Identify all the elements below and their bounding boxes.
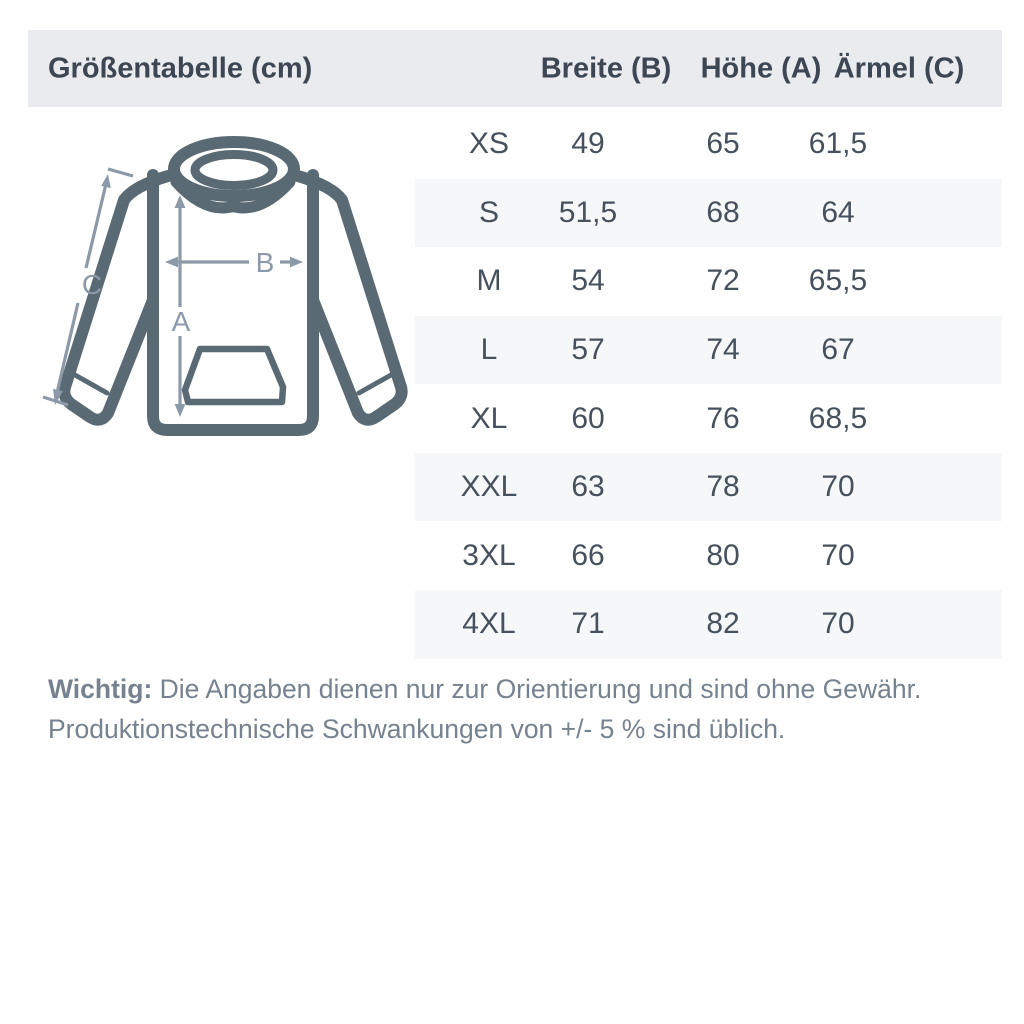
page-title: Größentabelle (cm): [48, 52, 313, 84]
cell-size: M: [476, 264, 502, 298]
hoodie-pocket: [185, 349, 283, 402]
cell-size: 4XL: [462, 607, 516, 641]
cell-breite: 51,5: [558, 195, 618, 229]
hoodie-right-cuff-seam: [359, 375, 391, 393]
cell-breite: 63: [571, 470, 605, 504]
cell-aermel: 64: [821, 195, 855, 229]
cell-size: 3XL: [462, 538, 516, 572]
cell-aermel: 70: [821, 470, 855, 504]
cell-aermel: 67: [821, 332, 855, 366]
cell-size: S: [478, 195, 500, 229]
note-bold-word: Wichtig:: [48, 674, 153, 704]
hoodie-left-cuff-seam: [75, 375, 107, 393]
cell-breite: 66: [571, 538, 605, 572]
cell-hoehe: 76: [706, 401, 740, 435]
cell-hoehe: 72: [706, 264, 740, 298]
column-header-breite: Breite (B): [540, 52, 672, 84]
cell-breite: 54: [571, 264, 605, 298]
cell-breite: 60: [571, 401, 605, 435]
cell-hoehe: 68: [706, 195, 740, 229]
hoodie-diagram: [30, 118, 430, 465]
cell-aermel: 61,5: [808, 127, 868, 161]
cell-hoehe: 74: [706, 332, 740, 366]
cell-breite: 49: [571, 127, 605, 161]
cell-size: L: [480, 332, 498, 366]
cell-hoehe: 80: [706, 538, 740, 572]
disclaimer-note: [48, 669, 978, 749]
cell-aermel: 65,5: [808, 264, 868, 298]
dimension-a-label: A: [171, 306, 191, 337]
dimension-b-label: B: [255, 247, 275, 278]
cell-aermel: 70: [821, 538, 855, 572]
note-line-2: Produktionstechnische Schwankungen von +/- 5 % sind üblich.: [48, 714, 786, 744]
cell-size: XS: [468, 127, 510, 161]
cell-hoehe: 82: [706, 607, 740, 641]
table-row: [0, 590, 1024, 659]
cell-breite: 71: [571, 607, 605, 641]
note-text-1: Die Angaben dienen nur zur Orientierung und sind ohne Gewähr.: [159, 674, 922, 704]
table-header-band: [28, 30, 1002, 107]
dimension-c-label: C: [81, 269, 103, 300]
note-line-1: [48, 669, 978, 709]
column-header-aermel: Ärmel (C): [833, 52, 965, 84]
column-header-hoehe: Höhe (A): [700, 52, 822, 84]
cell-aermel: 70: [821, 607, 855, 641]
cell-breite: 57: [571, 332, 605, 366]
cell-hoehe: 65: [706, 127, 740, 161]
cell-size: XXL: [460, 470, 518, 504]
cell-aermel: 68,5: [808, 401, 868, 435]
cell-size: XL: [470, 401, 508, 435]
cell-hoehe: 78: [706, 470, 740, 504]
table-row: [0, 521, 1024, 590]
